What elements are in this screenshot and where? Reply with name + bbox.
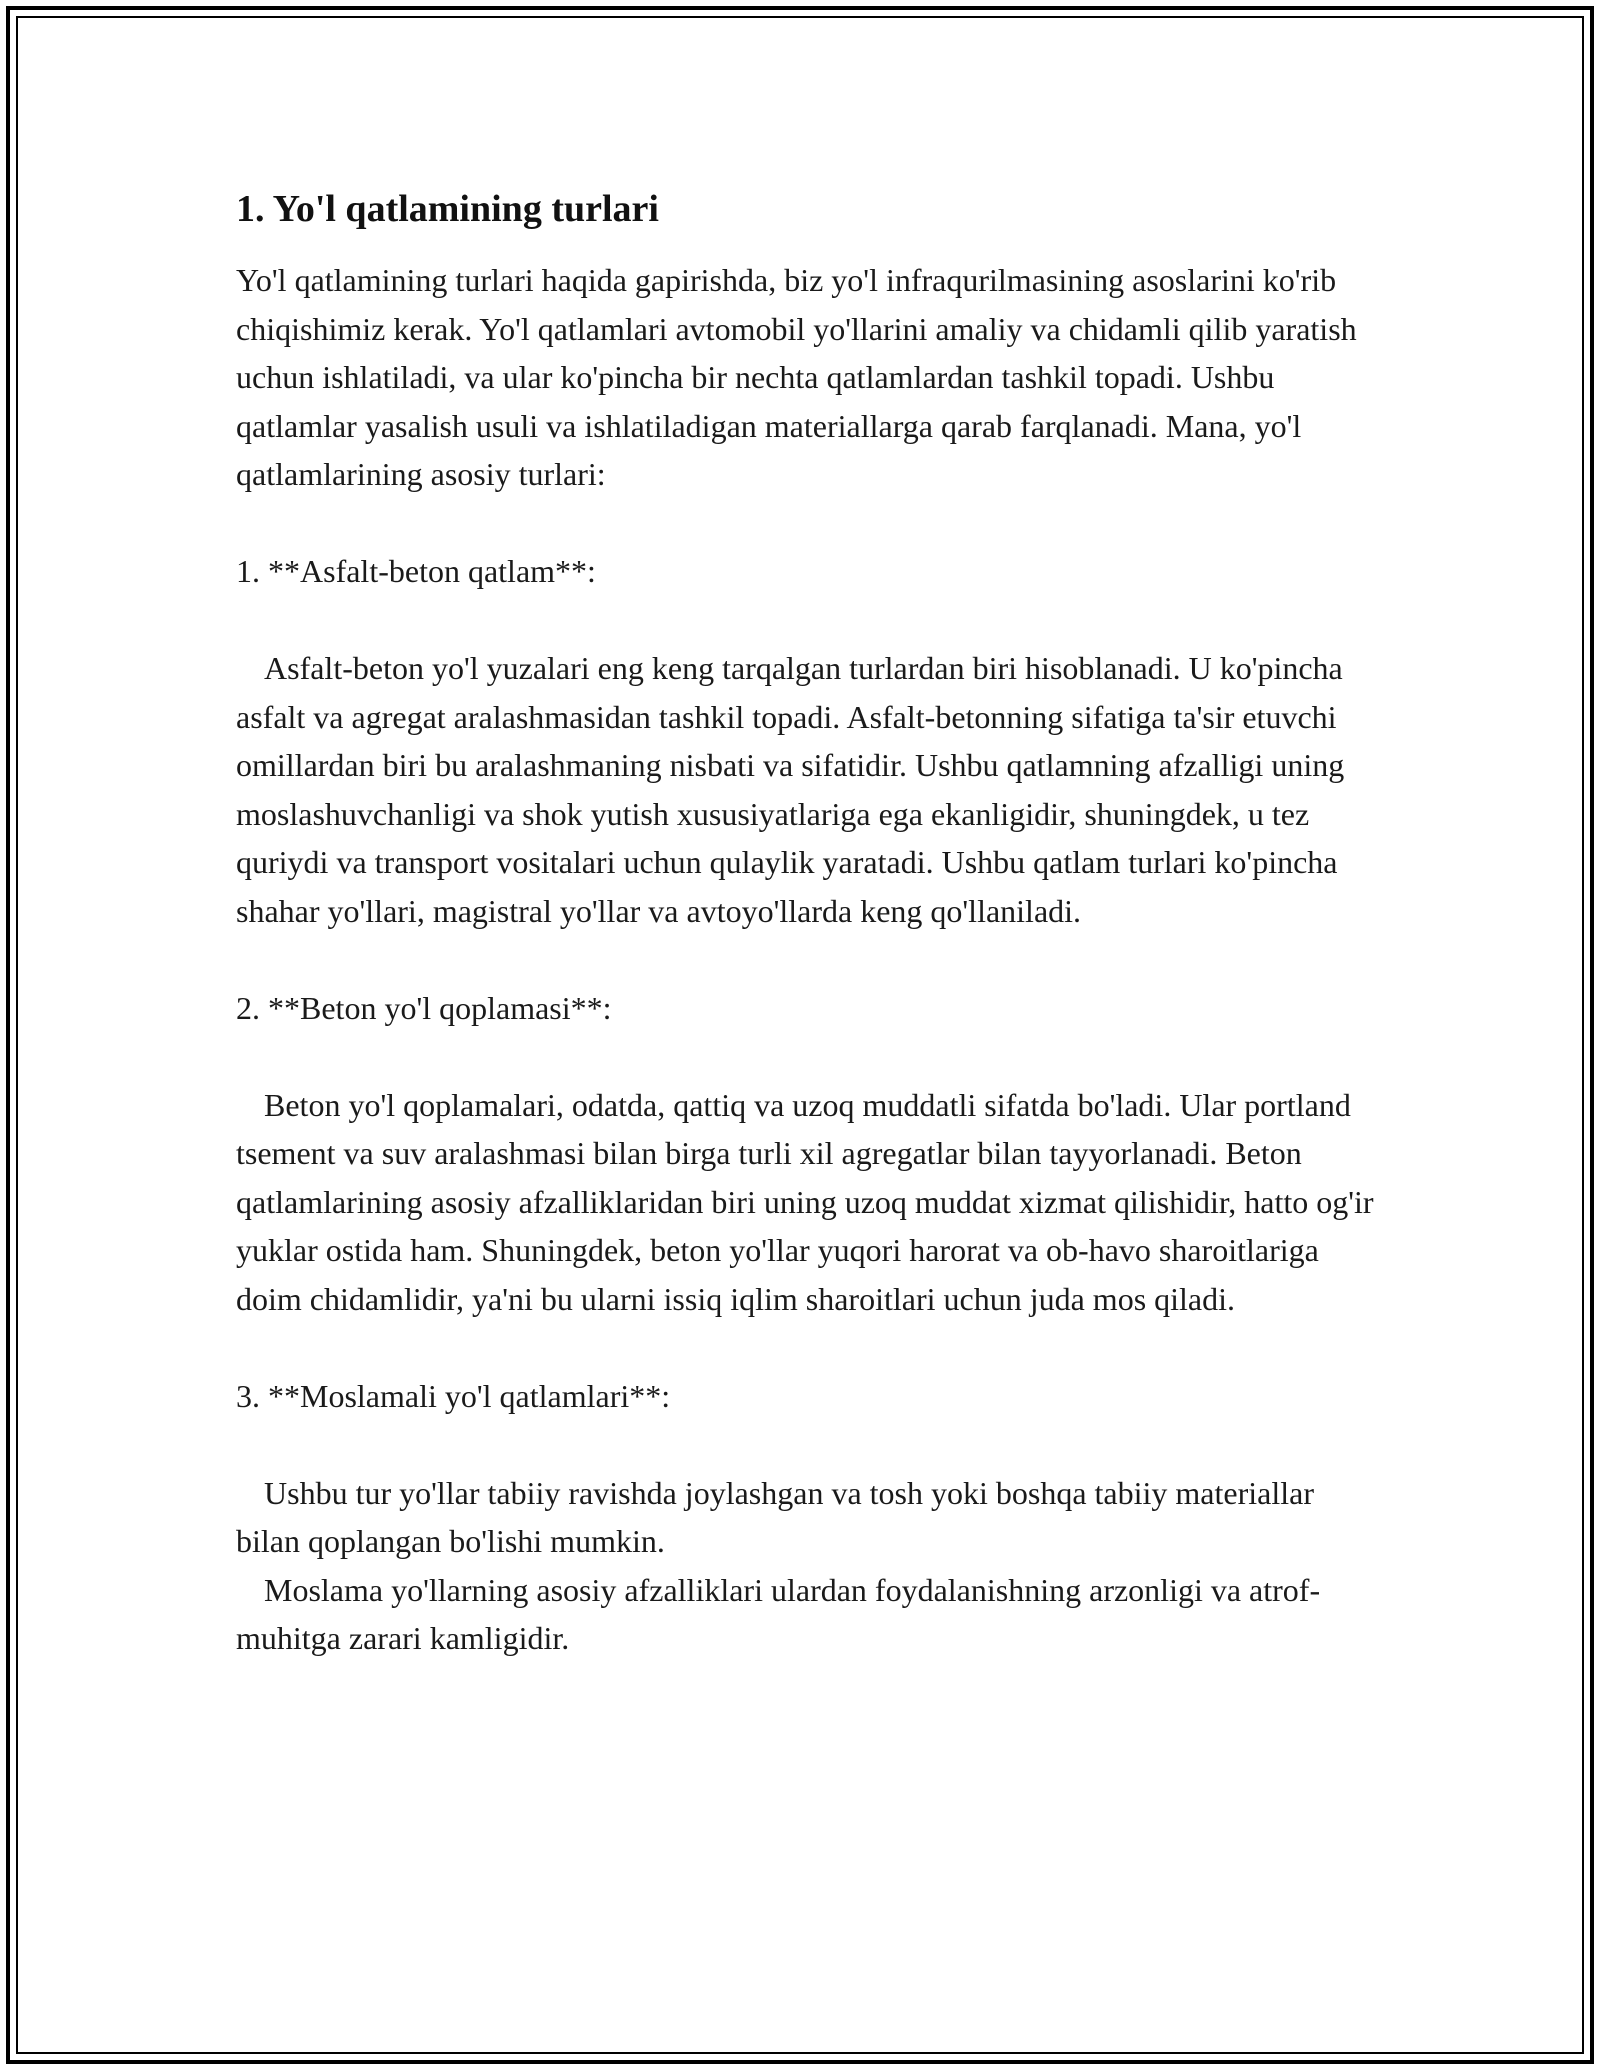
- document-body: [236, 186, 1376, 1663]
- subsection-title-natural: 3. **Moslamali yo'l qatlamlari**:: [236, 1377, 671, 1414]
- paragraph-text: Asfalt-beton yo'l yuzalari eng keng tarqalgan turlardan biri hisoblanadi. U ko'pincha asfalt va agregat aralashmasidan tashkil topadi. Asfalt-betonning sifatiga ta'sir etuvchi omillardan biri bu aralashmaning nisbati va sifatidir. Ushbu qatlamning afzalligi uning moslashuvchanligi va shok yutish xususiyatlariga ega ekanligidir, shuningdek, u tez quriydi va transport vositalari uchun qulaylik yaratadi. Ushbu qatlam turlari ko'pincha shahar yo'llari, magistral yo'llar va avtoyo'llarda keng qo'llaniladi.: [236, 650, 1345, 929]
- concrete-paragraph: [236, 1081, 1376, 1324]
- spacer: [236, 1420, 1376, 1469]
- natural-paragraph-1: [236, 1469, 1376, 1566]
- spacer: [236, 499, 1376, 548]
- asphalt-paragraph: [236, 644, 1376, 935]
- spacer: [236, 935, 1376, 984]
- paragraph-text: Beton yo'l qoplamalari, odatda, qattiq va uzoq muddatli sifatda bo'ladi. Ular portland tsement va suv aralashmasi bilan birga turli xil agregatlar bilan tayyorlanadi. Beton qatlamlarining asosiy afzalliklaridan biri uning uzoq muddat xizmat qilishidir, hatto og'ir yuklar ostida ham. Shuningdek, beton yo'llar yuqori harorat va ob-havo sharoitlariga doim chidamlidir, ya'ni bu ularni issiq iqlim sharoitlari uchun juda mos qiladi.: [236, 1086, 1374, 1317]
- intro-paragraph: Yo'l qatlamining turlari haqida gapirishda, biz yo'l infraqurilmasining asoslarini ko'rib chiqishimiz kerak. Yo'l qatlamlari avtomobil yo'llarini amaliy va chidamli qilib yaratish uchun ishlatiladi, va ular ko'pincha bir nechta qatlamlardan tashkil topadi. Ushbu qatlamlar yasalish usuli va ishlatiladigan materiallarga qarab farqlanadi. Mana, yo'l qatlamlarining asosiy turlari:: [236, 262, 1357, 492]
- natural-paragraph-2: [236, 1566, 1376, 1663]
- spacer: [236, 1032, 1376, 1081]
- subsection-title-concrete: 2. **Beton yo'l qoplamasi**:: [236, 989, 612, 1026]
- spacer: [236, 596, 1376, 645]
- subsection-title-asphalt: 1. **Asfalt-beton qatlam**:: [236, 553, 596, 589]
- paragraph-text: Ushbu tur yo'llar tabiiy ravishda joylashgan va tosh yoki boshqa tabiiy materiallar bilan qoplangan bo'lishi mumkin.: [236, 1474, 1314, 1559]
- paragraph-text: Moslama yo'llarning asosiy afzalliklari ulardan foydalanishning arzonligi va atrof-muhitga zarari kamligidir.: [236, 1571, 1321, 1656]
- spacer: [236, 1323, 1376, 1372]
- section-heading: 1. Yo'l qatlamining turlari: [236, 188, 659, 230]
